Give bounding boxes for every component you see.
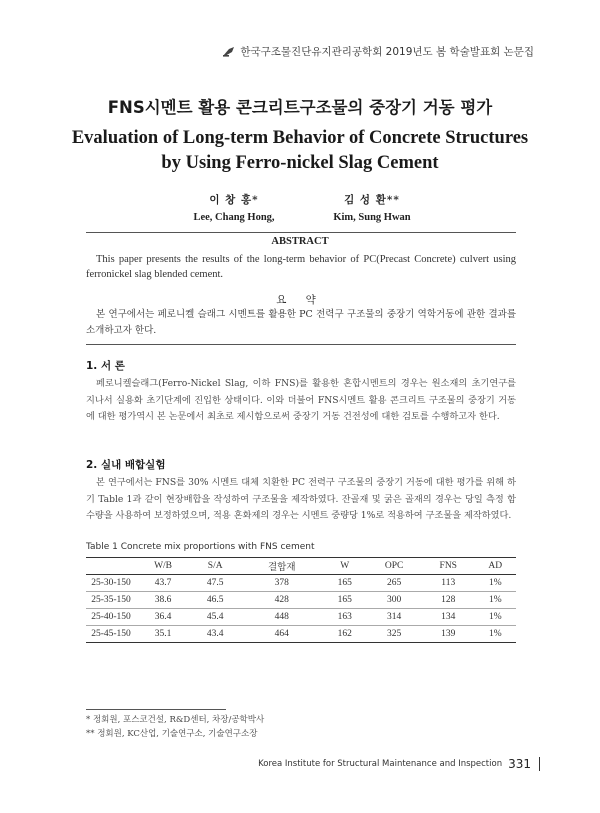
table-caption: Table 1 Concrete mix proportions with FNS cement bbox=[86, 542, 315, 552]
page-number: 331 bbox=[508, 757, 531, 771]
author-1-korean-name: 이 창 홍* bbox=[209, 194, 259, 206]
table-cell: 43.7 bbox=[136, 575, 190, 592]
section-1-heading: 1. 서 론 bbox=[86, 360, 125, 372]
table-cell: 46.5 bbox=[190, 592, 240, 609]
table-cell: 1% bbox=[475, 592, 516, 609]
mix-proportions-table bbox=[86, 557, 516, 643]
section-2-text: 본 연구에서는 FNS를 30% 시멘트 대체 치환한 PC 전력구 구조물의 중장기 거동에 대한 평가를 위해 하기 Table 1과 같이 현장배합을 작성하여 구조물을 제작하였다. 잔골재 및 굵은 골재의 경우는 당일 측정 함수량을 사용하여 보정하였으며, 적용 혼화제의 경우는 시멘트 중량당 1%로 적용하여 구조물을 제작하였다. bbox=[86, 477, 516, 521]
title-korean: FNS시멘트 활용 콘크리트구조물의 중장기 거동 평가 bbox=[107, 98, 493, 117]
table-cell: 1% bbox=[475, 609, 516, 626]
table-header-cell: OPC bbox=[366, 558, 422, 575]
table-cell: 325 bbox=[366, 626, 422, 643]
table-cell: 25-45-150 bbox=[86, 626, 136, 643]
abstract-heading: ABSTRACT bbox=[271, 236, 329, 247]
table-cell: 1% bbox=[475, 575, 516, 592]
author-block bbox=[0, 192, 600, 226]
author-2-korean-name: 김 성 환** bbox=[344, 194, 400, 206]
title-english: Evaluation of Long-term Behavior of Concrete Structures by Using Ferro-nickel Slag Cement bbox=[71, 128, 529, 173]
table-cell: 128 bbox=[422, 592, 475, 609]
table-cell: 47.5 bbox=[190, 575, 240, 592]
table-header-cell: AD bbox=[475, 558, 516, 575]
table-cell: 45.4 bbox=[190, 609, 240, 626]
table-cell: 113 bbox=[422, 575, 475, 592]
table-cell: 25-35-150 bbox=[86, 592, 136, 609]
author-1 bbox=[164, 192, 304, 223]
table-cell: 165 bbox=[323, 592, 366, 609]
table-cell: 464 bbox=[240, 626, 323, 643]
abstract-top-rule bbox=[86, 232, 516, 233]
running-head bbox=[222, 44, 534, 59]
korean-summary-heading: 요 약 bbox=[276, 294, 324, 306]
table-cell: 35.1 bbox=[136, 626, 190, 643]
author-2 bbox=[302, 192, 442, 223]
author-1-english-name: Lee, Chang Hong, bbox=[193, 212, 275, 223]
section-2-heading: 2. 실내 배합실험 bbox=[86, 459, 166, 471]
table-header-cell: FNS bbox=[422, 558, 475, 575]
table-cell: 134 bbox=[422, 609, 475, 626]
footnote-1: * 정회원, 포스코건설, R&D센터, 차장/공학박사 bbox=[86, 715, 265, 725]
table-cell: 139 bbox=[422, 626, 475, 643]
table-header-row bbox=[86, 558, 516, 575]
abstract-text: This paper presents the results of the long-term behavior of PC(Precast Concrete) culvert using ferronickel slag blended cement. bbox=[86, 254, 516, 280]
table-header-cell: W/B bbox=[136, 558, 190, 575]
table-row bbox=[86, 609, 516, 626]
summary-bottom-rule bbox=[86, 344, 516, 345]
table-cell: 25-30-150 bbox=[86, 575, 136, 592]
table-cell: 1% bbox=[475, 626, 516, 643]
table-header-cell: S/A bbox=[190, 558, 240, 575]
footnote-rule bbox=[86, 709, 226, 710]
table-cell: 25-40-150 bbox=[86, 609, 136, 626]
table-header-cell: 결합재 bbox=[240, 558, 323, 575]
table-cell: 300 bbox=[366, 592, 422, 609]
footer-institution: Korea Institute for Structural Maintenance and Inspection bbox=[258, 759, 503, 769]
table-cell: 314 bbox=[366, 609, 422, 626]
korean-summary-text: 본 연구에서는 페로니켈 슬래그 시멘트를 활용한 PC 전력구 구조물의 중장기 역학거동에 관한 결과를 소개하고자 한다. bbox=[86, 309, 516, 336]
table-cell: 165 bbox=[323, 575, 366, 592]
table-cell: 43.4 bbox=[190, 626, 240, 643]
table-cell: 448 bbox=[240, 609, 323, 626]
footnote-2: ** 정회원, KC산업, 기술연구소, 기술연구소장 bbox=[86, 729, 258, 739]
table-cell: 36.4 bbox=[136, 609, 190, 626]
table-cell: 162 bbox=[323, 626, 366, 643]
table-cell: 38.6 bbox=[136, 592, 190, 609]
page-footer bbox=[258, 757, 540, 771]
table-cell: 428 bbox=[240, 592, 323, 609]
footer-divider bbox=[539, 757, 540, 771]
section-1-text: 페로니켈슬래그(Ferro-Nickel Slag, 이하 FNS)를 활용한 혼합시멘트의 경우는 원소재의 초기연구를 지나서 실용화 초기단계에 진입한 상태이다. 이와 더불어 FNS시멘트 활용 콘크리트 구조물의 중장기 거동에 대한 평가역시 본 논문에서 최초로 제시함으로써 중장기 거동 건전성에 대한 검토를 수행하고자 한다. bbox=[86, 378, 516, 422]
table-cell: 378 bbox=[240, 575, 323, 592]
table-cell: 265 bbox=[366, 575, 422, 592]
table-cell: 163 bbox=[323, 609, 366, 626]
table-row bbox=[86, 626, 516, 643]
trowel-icon bbox=[222, 46, 235, 57]
author-2-english-name: Kim, Sung Hwan bbox=[333, 212, 411, 223]
table-row bbox=[86, 592, 516, 609]
table-row bbox=[86, 575, 516, 592]
running-head-text: 한국구조물진단유지관리공학회 2019년도 봄 학술발표회 논문집 bbox=[240, 46, 534, 58]
table-header-cell: W bbox=[323, 558, 366, 575]
table-header-cell bbox=[86, 558, 136, 575]
